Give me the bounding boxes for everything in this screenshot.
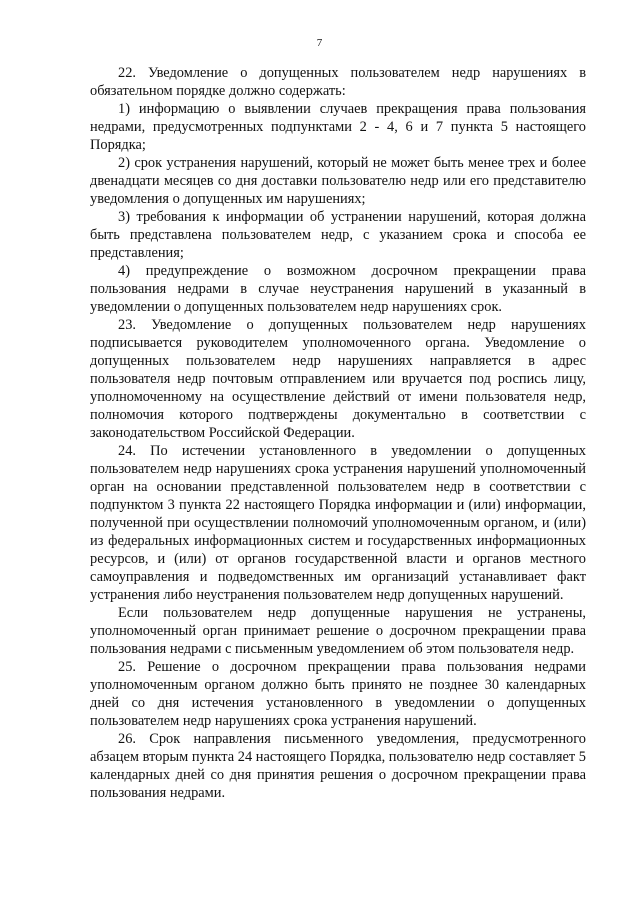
paragraph-22-item-1: 1) информацию о выявлении случаев прекращения права пользования недрами, предусмотренных подпунктами 2 - 4, 6 и 7 пункта 5 настоящего Порядка; xyxy=(90,101,586,153)
paragraph-22: 22. Уведомление о допущенных пользователем недр нарушениях в обязательном порядке должно содержать: xyxy=(90,65,586,99)
page-number: 7 xyxy=(316,37,323,49)
paragraph-24-second: Если пользователем недр допущенные нарушения не устранены, уполномоченный орган принимает решение о досрочном прекращении права пользования недрами с письменным уведомлением об этом пользователя недр. xyxy=(90,605,586,657)
document-body xyxy=(90,64,586,802)
paragraph-24: 24. По истечении установленного в уведомлении о допущенных пользователем недр нарушениях срока устранения нарушений уполномоченный орган на основании представленной пользователем недр в соответствии с подпунктом 3 пункта 22 настоящего Порядка информации и (или) информации, полученной при осуществлении полномочий уполномоченным органом, и (или) из федеральных информационных систем и государственных информационных ресурсов, и (или) от органов государственной власти и органов местного самоуправления и подведомственных им организаций устанавливает факт устранения либо неустранения пользователем недр допущенных нарушений. xyxy=(90,443,586,603)
paragraph-23: 23. Уведомление о допущенных пользователем недр нарушениях подписывается руководителем уполномоченного органа. Уведомление о допущенных пользователем недр нарушениях направляется в адрес пользователя недр почтовым отправлением или вручается под роспись лицу, уполномоченному на осуществление действий от имени пользователя недр, полномочия которого подтверждены документально в соответствии с законодательством Российской Федерации. xyxy=(90,317,586,441)
paragraph-26: 26. Срок направления письменного уведомления, предусмотренного абзацем вторым пункта 24 настоящего Порядка, пользователю недр составляет 5 календарных дней со дня принятия решения о досрочном прекращении права пользования недрами. xyxy=(90,731,586,801)
paragraph-22-item-4: 4) предупреждение о возможном досрочном прекращении права пользования недрами в случае неустранения нарушений в указанный в уведомлении о допущенных пользователем недр нарушениях срок. xyxy=(90,263,586,315)
paragraph-22-item-3: 3) требования к информации об устранении нарушений, которая должна быть представлена пользователем недр, с указанием срока и способа ее представления; xyxy=(90,209,586,261)
paragraph-22-item-2: 2) срок устранения нарушений, который не может быть менее трех и более двенадцати месяцев со дня доставки пользователю недр или его представителю уведомления о допущенных им нарушениях; xyxy=(90,155,586,207)
paragraph-25: 25. Решение о досрочном прекращении права пользования недрами уполномоченным органом должно быть принято не позднее 30 календарных дней со дня истечения установленного в уведомлении о допущенных пользователем недр нарушениях срока устранения нарушений. xyxy=(90,659,586,729)
